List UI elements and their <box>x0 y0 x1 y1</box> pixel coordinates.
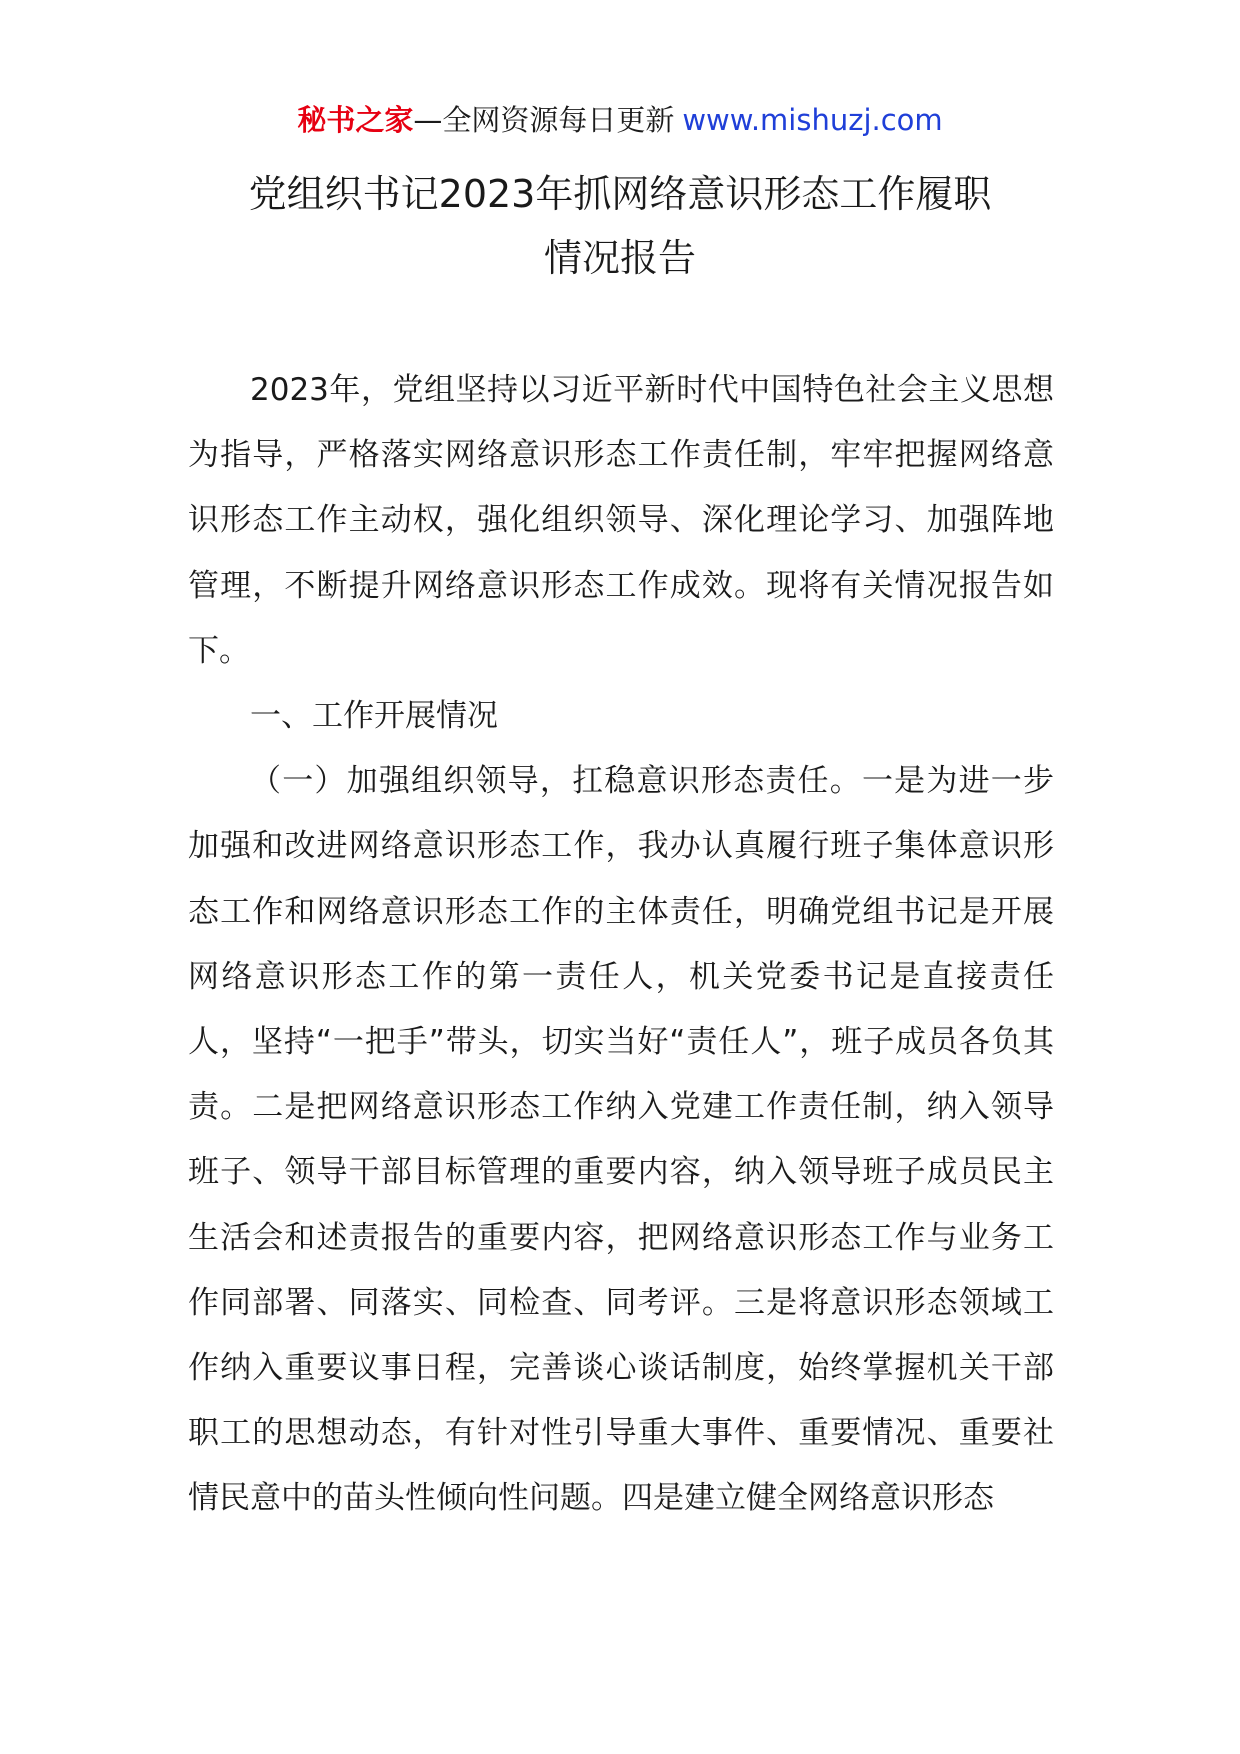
section-heading: 一、工作开展情况 <box>250 698 498 735</box>
document-title <box>150 162 1090 290</box>
site-url-link[interactable]: www.mishuzj.com <box>682 103 943 137</box>
brand-name: 秘书之家 <box>297 103 414 137</box>
title-line-2: 情况报告 <box>543 236 696 280</box>
body-paragraph: （一）加强组织领导，扛稳意识形态责任。一是为进一步加强和改进网络意识形态工作，我办认真履行班子集体意识形态工作和网络意识形态工作的主体责任，明确党组书记是开展网络意识形态工作的第一责任人，机关党委书记是直接责任人，坚持“一把手”带头，切实当好“责任人”，班子成员各负其责。二是把网络意识形态工作纳入党建工作责任制，纳入领导班子、领导干部目标管理的重要内容，纳入领导班子成员民主生活会和述责报告的重要内容，把网络意识形态工作与业务工作同部署、同落实、同检查、同考评。三是将意识形态领域工作纳入重要议事日程，完善谈心谈话制度，始终掌握机关干部职工的思想动态，有针对性引导重大事件、重要情况、重要社情民意中的苗头性倾向性问题。四是建立健全网络意识形态 <box>188 763 1054 1517</box>
title-line-1: 党组织书记2023年抓网络意识形态工作履职 <box>248 172 992 216</box>
intro-paragraph: 2023年，党组坚持以习近平新时代中国特色社会主义思想为指导，严格落实网络意识形态工作责任制，牢牢把握网络意识形态工作主动权，强化组织领导、深化理论学习、加强阵地管理，不断提升网络意识形态工作成效。现将有关情况报告如下。 <box>188 372 1054 669</box>
document-body <box>188 358 1054 1532</box>
site-banner <box>0 100 1240 140</box>
banner-tagline: —全网资源每日更新 <box>413 103 675 137</box>
